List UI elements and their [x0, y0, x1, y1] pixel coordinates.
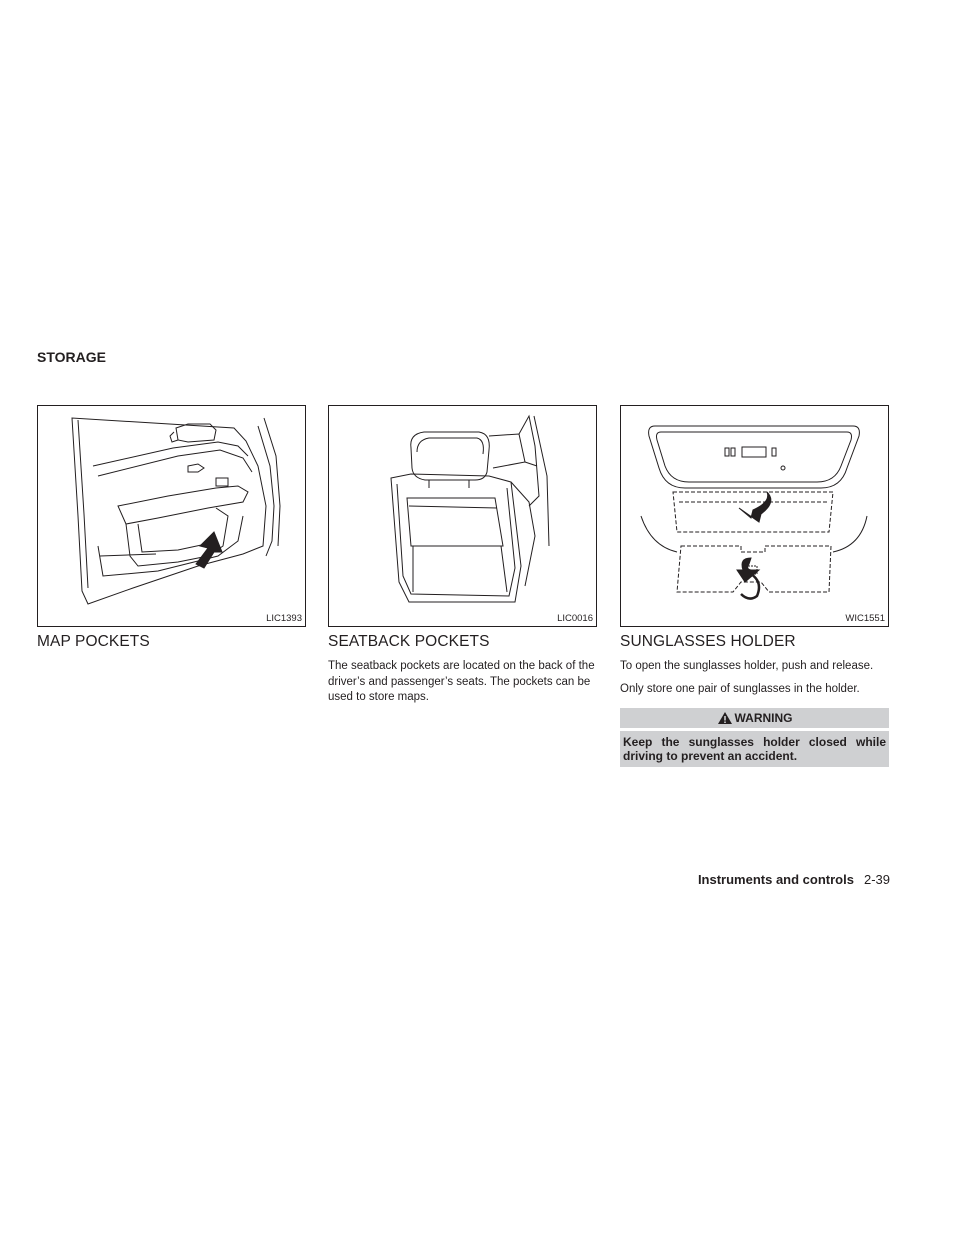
console-illustration — [621, 406, 888, 626]
door-illustration — [38, 406, 305, 626]
figure-code: LIC1393 — [266, 613, 302, 624]
warning-box — [620, 708, 889, 767]
warning-header — [620, 708, 889, 728]
paragraph-seatback: The seatback pockets are located on the back of the driver’s and passenger’s seats. The pockets can be used to store maps. — [328, 660, 595, 703]
heading-map-pockets: MAP POCKETS — [37, 633, 150, 650]
figure-code: WIC1551 — [845, 613, 885, 624]
column-seatback-pockets — [328, 405, 597, 706]
warning-text: Keep the sunglasses holder closed while driving to prevent an accident. — [620, 731, 889, 767]
figure-code: LIC0016 — [557, 613, 593, 624]
seat-illustration — [329, 406, 596, 626]
heading-seatback-pockets: SEATBACK POCKETS — [328, 633, 490, 650]
page-number: 2-39 — [863, 872, 890, 887]
figure-door-map-pocket — [37, 405, 306, 627]
warning-triangle-icon — [717, 711, 733, 725]
figure-sunglasses-holder — [620, 405, 889, 627]
footer-section-name: Instruments and controls — [697, 872, 854, 887]
section-title: STORAGE — [37, 349, 106, 365]
column-map-pockets — [37, 405, 306, 651]
paragraph-open-holder: To open the sunglasses holder, push and release. — [620, 660, 874, 672]
heading-sunglasses-holder: SUNGLASSES HOLDER — [620, 633, 796, 650]
column-sunglasses-holder — [620, 405, 889, 767]
page-footer — [698, 872, 890, 887]
figure-seatback-pocket — [328, 405, 597, 627]
warning-label: WARNING — [734, 711, 793, 725]
paragraph-store-one-pair: Only store one pair of sunglasses in the holder. — [620, 682, 860, 695]
